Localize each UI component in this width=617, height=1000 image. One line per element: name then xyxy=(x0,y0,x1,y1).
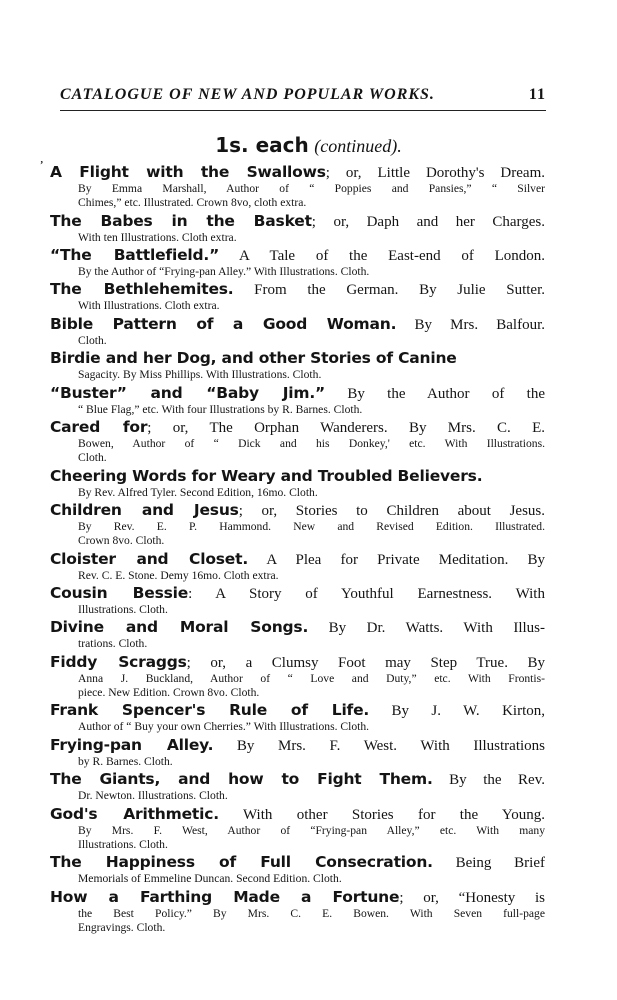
entry-description: By Mrs. Balfour. xyxy=(396,316,545,333)
entry-description: By Dr. Watts. With Illus- xyxy=(308,620,545,637)
book-title: A Flight with the Swallows xyxy=(50,163,326,181)
entry-detail-line: by R. Barnes. Cloth. xyxy=(78,754,173,768)
entry-description: ; or, a Clumsy Foot may Step True. By xyxy=(186,654,545,671)
entry-detail-line: By Mrs. F. West, Author of “Frying-pan Alley,” etc. With many xyxy=(78,823,545,837)
entry-description: : A Story of Youthful Earnestness. With xyxy=(188,586,545,602)
book-title: Cousin Bessie xyxy=(50,584,189,602)
entry-detail-line: Memorials of Emmeline Duncan. Second Edition. Cloth. xyxy=(78,872,342,886)
entry-detail-line: Illustrations. Cloth. xyxy=(78,603,168,616)
header-rule xyxy=(60,110,546,111)
book-title: Cloister and Closet. xyxy=(50,549,249,568)
entry-heading-line xyxy=(50,501,545,519)
entry-heading-line xyxy=(50,550,545,568)
book-title: Cared for xyxy=(50,418,148,436)
entry-detail-line: “ Blue Flag,” etc. With four Illustrations by R. Barnes. Cloth. xyxy=(78,402,363,416)
entry-detail-line: Cloth. xyxy=(78,333,107,347)
header-title: CATALOGUE OF NEW AND POPULAR WORKS. xyxy=(60,86,435,103)
entry-description: From the German. By Julie Sutter. xyxy=(233,282,545,299)
entry-description: ; or, Daph and her Charges. xyxy=(311,213,545,230)
entry-detail-line: Dr. Newton. Illustrations. Cloth. xyxy=(78,789,228,803)
book-title: The Bethlehemites. xyxy=(50,280,234,299)
entry-heading-line xyxy=(50,418,545,436)
entry-detail-line: trations. Cloth. xyxy=(78,637,148,651)
entry-detail-line: Crown 8vo. Cloth. xyxy=(78,534,165,548)
entry-heading-line xyxy=(50,163,545,181)
entry-heading-line xyxy=(50,584,545,602)
entry-detail-line: By the Author of “Frying-pan Alley.” With Illustrations. Cloth. xyxy=(78,265,370,278)
entry-description: With other Stories for the Young. xyxy=(218,806,545,823)
book-title: “The Battlefield.” xyxy=(50,246,220,264)
entry-description: ; or, Stories to Children about Jesus. xyxy=(238,503,545,519)
entry-heading-line xyxy=(50,349,545,367)
entry-description: By J. W. Kirton, xyxy=(369,703,545,720)
entry-description: By the Rev. xyxy=(432,772,545,789)
book-title: Frying-pan Alley. xyxy=(50,735,214,754)
book-title: Frank Spencer's Rule of Life. xyxy=(50,701,370,720)
book-title: How a Farthing Made a Fortune xyxy=(50,887,400,906)
section-continued: (continued). xyxy=(314,136,402,156)
entry-detail-line: the Best Policy.” By Mrs. C. E. Bowen. With Seven full-page xyxy=(78,906,545,920)
entry-heading-line xyxy=(50,701,545,719)
book-title: Cheering Words for Weary and Troubled Believers. xyxy=(50,466,483,485)
entry-heading-line xyxy=(50,736,545,754)
entry-description: A Plea for Private Meditation. By xyxy=(248,551,545,568)
entry-detail-line: With ten Illustrations. Cloth extra. xyxy=(78,230,237,244)
entry-detail-line: Illustrations. Cloth. xyxy=(78,837,168,851)
entry-description: ; or, Little Dorothy's Dream. xyxy=(325,165,545,181)
entry-detail-line: Sagacity. By Miss Phillips. With Illustrations. Cloth. xyxy=(78,368,322,382)
book-title: Birdie and her Dog, and other Stories of Canine xyxy=(50,349,457,368)
entry-description: ; or, “Honesty is xyxy=(399,889,545,906)
entry-heading-line xyxy=(50,888,545,906)
entry-detail-line: Rev. C. E. Stone. Demy 16mo. Cloth extra. xyxy=(78,568,279,582)
entry-description: By Mrs. F. West. With Illustrations xyxy=(213,737,545,754)
entry-detail-line: By Emma Marshall, Author of “ Poppies and Pansies,” “ Silver xyxy=(78,182,545,195)
entry-detail-line: Cloth. xyxy=(78,451,107,465)
entry-heading-line xyxy=(50,653,545,671)
entry-detail-line: Anna J. Buckland, Author of “ Love and Duty,” etc. With Frontis- xyxy=(78,671,545,685)
entry-description: Being Brief xyxy=(432,855,545,872)
section-title: 1s. each xyxy=(215,133,309,157)
book-title: Divine and Moral Songs. xyxy=(50,618,309,637)
book-title: “Buster” and “Baby Jim.” xyxy=(50,383,325,402)
running-header xyxy=(60,86,546,104)
entry-heading-line xyxy=(50,315,545,333)
book-title: The Babes in the Basket xyxy=(50,211,312,230)
entry-detail-line: Engravings. Cloth. xyxy=(78,920,166,934)
entry-detail-line: By Rev. E. P. Hammond. New and Revised Edition. Illustrated. xyxy=(78,520,545,533)
entry-heading-line xyxy=(50,212,545,230)
entry-heading-line xyxy=(50,618,545,636)
book-title: God's Arithmetic. xyxy=(50,804,219,823)
entry-heading-line xyxy=(50,770,545,788)
entry-detail-line: By Rev. Alfred Tyler. Second Edition, 16mo. Cloth. xyxy=(78,485,318,499)
entry-heading-line xyxy=(50,246,545,264)
entry-heading-line xyxy=(50,853,545,871)
book-title: The Giants, and how to Fight Them. xyxy=(50,770,433,789)
book-title: Bible Pattern of a Good Woman. xyxy=(50,314,397,333)
margin-mark: ’ xyxy=(40,160,44,171)
entry-detail-line: Author of “ Buy your own Cherries.” With Illustrations. Cloth. xyxy=(78,720,370,734)
book-title: Children and Jesus xyxy=(50,501,239,519)
entry-detail-line: Bowen, Author of “ Dick and his Donkey,' etc. With Illustrations. xyxy=(78,437,545,450)
entry-detail-line: piece. New Edition. Crown 8vo. Cloth. xyxy=(78,686,260,699)
entry-description: A Tale of the East-end of London. xyxy=(219,248,545,264)
entry-heading-line xyxy=(50,805,545,823)
entry-detail-line: With Illustrations. Cloth extra. xyxy=(78,299,220,313)
book-title: Fiddy Scraggs xyxy=(50,652,187,671)
book-title: The Happiness of Full Consecration. xyxy=(50,853,433,872)
entry-description: ; or, The Orphan Wanderers. By Mrs. C. E. xyxy=(147,420,545,436)
page-number: 11 xyxy=(528,86,546,103)
entry-detail-line: Chimes,” etc. Illustrated. Crown 8vo, cloth extra. xyxy=(78,196,307,210)
entry-heading-line xyxy=(50,467,545,485)
section-heading xyxy=(0,132,617,158)
entry-heading-line xyxy=(50,280,545,298)
entry-description: By the Author of the xyxy=(325,385,545,402)
entry-heading-line xyxy=(50,384,545,402)
